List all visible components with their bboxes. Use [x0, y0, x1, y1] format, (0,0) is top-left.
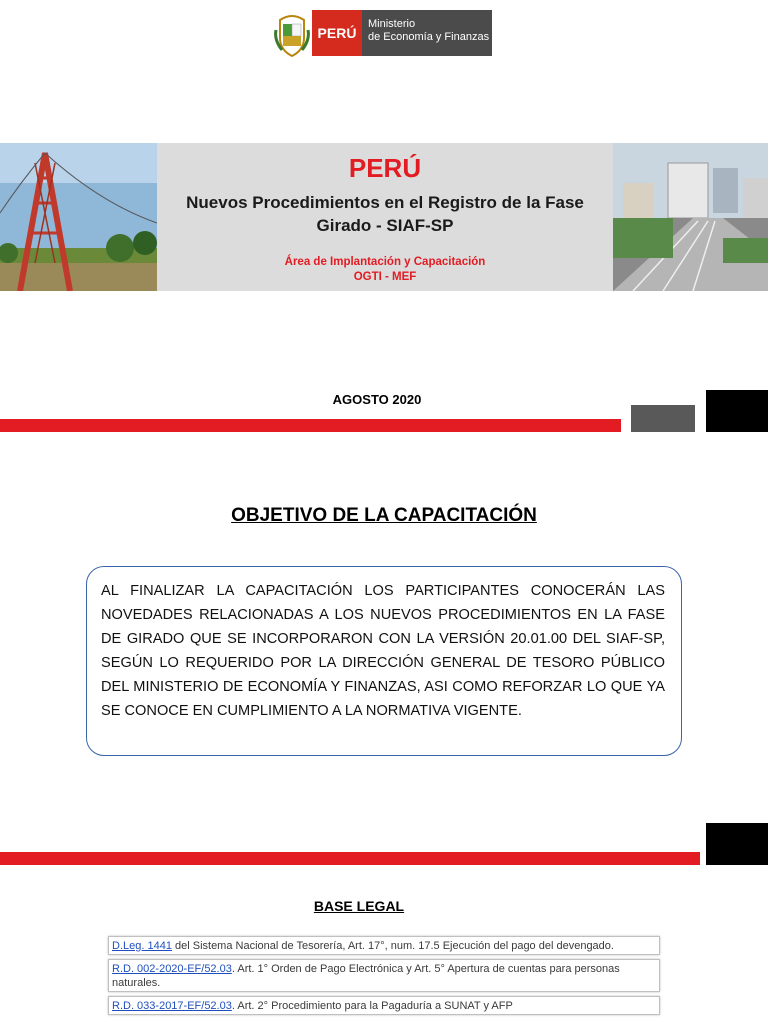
legal-item [108, 959, 660, 992]
legal-base-title: BASE LEGAL [313, 898, 405, 914]
legal-link[interactable]: D.Leg. 1441 [112, 940, 172, 952]
objective-box [86, 566, 682, 756]
presentation-subtitle [157, 191, 613, 237]
presentation-title: PERÚ [348, 153, 422, 183]
mef-logo [272, 10, 492, 58]
footer-black-block [706, 823, 768, 865]
legal-list [108, 936, 660, 1019]
city-highway-photo [613, 143, 768, 291]
ministry-line-2: de Economía y Finanzas [368, 31, 490, 43]
coat-of-arms-icon [272, 10, 312, 58]
subtitle-line-1: Nuevos Procedimientos en el Registro de la Fase [186, 193, 584, 212]
footer-black-block [706, 390, 768, 432]
legal-item [108, 996, 660, 1015]
footer-red-bar [0, 419, 621, 432]
area-label [157, 255, 613, 285]
legal-text: del Sistema Nacional de Tesorería, Art. 17°, num. 17.5 Ejecución del pago del devengado. [171, 940, 614, 952]
objective-title: OBJETIVO DE LA CAPACITACIÓN [231, 505, 537, 526]
legal-text: . Art. 2° Procedimiento para la Pagaduría a SUNAT y AFP [231, 1000, 513, 1012]
footer-gray-block [631, 405, 695, 432]
area-line-1: Área de Implantación y Capacitación [284, 256, 486, 268]
bridge-photo [0, 143, 157, 291]
objective-text: AL FINALIZAR LA CAPACITACIÓN LOS PARTICIPANTES CONOCERÁN LAS NOVEDADES RELACIONADAS A LOS NUEVOS PROCEDIMIENTOS EN LA FASE DE GIRADO QUE SE INCORPORARON CON LA VERSIÓN 20.01.00 DEL SIAF-SP, SEGÚN LO REQUERIDO POR LA DIRECCIÓN GENERAL DE TESORO PÚBLICO DEL MINISTERIO DE ECONOMÍA Y FINANZAS, ASI COMO REFORZAR LO QUE YA SE CONOCE EN CUMPLIMIENTO A LA NORMATIVA VIGENTE. [101, 583, 665, 719]
presentation-date: AGOSTO 2020 [332, 392, 422, 407]
legal-link[interactable]: R.D. 033-2017-EF/52.03 [112, 1000, 232, 1012]
legal-text: . Art. 1° Orden de Pago Electrónica y Art. 5° Apertura de cuentas para personas naturales. [112, 963, 620, 989]
title-banner [0, 143, 768, 291]
ministry-logo-box [362, 10, 492, 56]
ministry-line-1: Ministerio [368, 18, 416, 30]
subtitle-line-2: Girado - SIAF-SP [316, 216, 454, 235]
footer-red-bar [0, 852, 700, 865]
area-line-2: OGTI - MEF [353, 271, 417, 283]
legal-item [108, 936, 660, 955]
legal-link[interactable]: R.D. 002-2020-EF/52.03 [112, 963, 232, 975]
peru-logo-label: PERÚ [312, 10, 362, 56]
